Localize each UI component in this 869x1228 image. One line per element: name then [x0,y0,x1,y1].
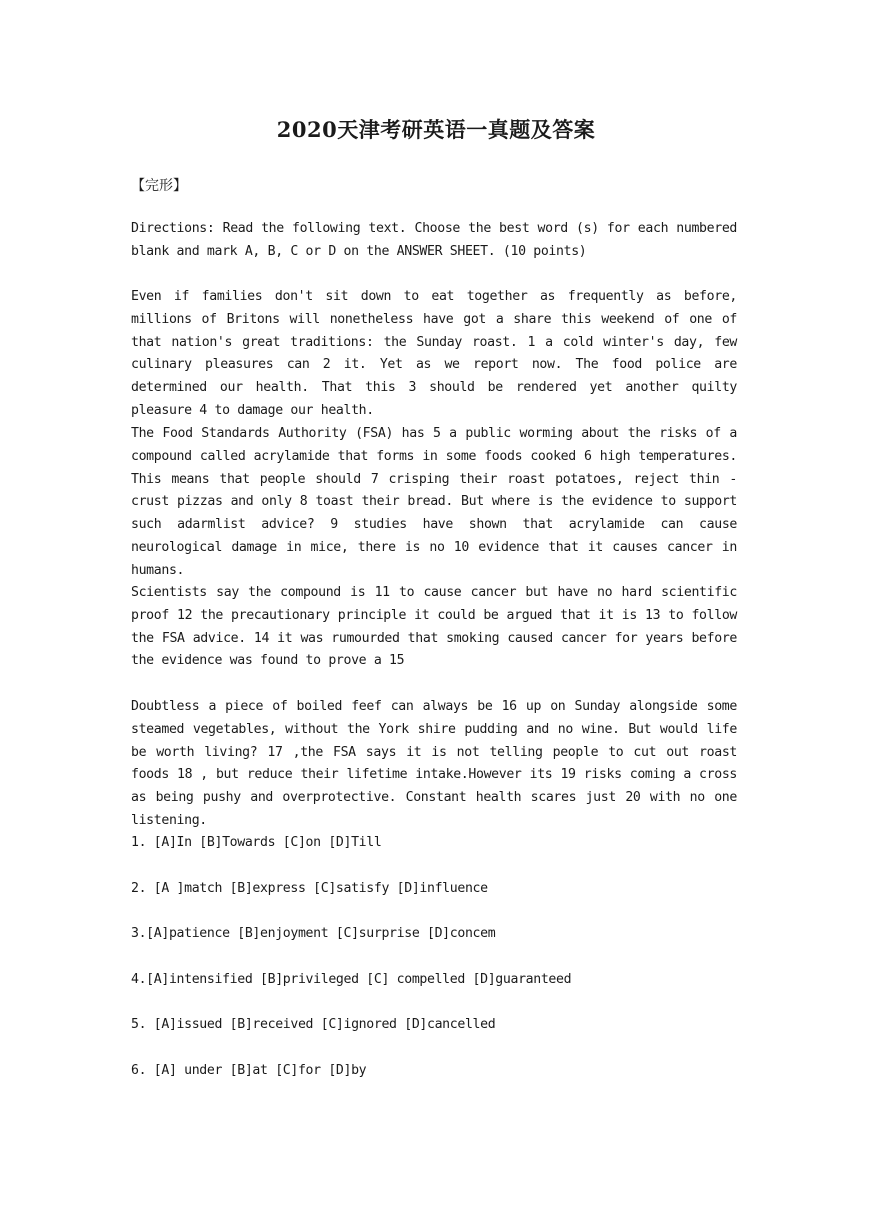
passage-paragraph-1: Even if families don't sit down to eat together as frequently as before, millions of Britons will nonetheless have got a share this weekend of one of that nation's great traditions: the Sunday roast. 1 a cold winter's day, few culinary pleasures can 2 it. Yet as we report now. The food police are determined our health. That this 3 should be rendered yet another quilty pleasure 4 to damage our health. [131,289,737,418]
question-option-1: 1. [A]In [B]Towards [C]on [D]Till [131,835,382,850]
question-option-6: 6. [A] under [B]at [C]for [D]by [131,1063,367,1078]
document-title: 2020天津考研英语一真题及答案 [276,117,596,142]
question-option-5: 5. [A]issued [B]received [C]ignored [D]cancelled [131,1017,496,1032]
question-option-2: 2. [A ]match [B]express [C]satisfy [D]influence [131,881,488,896]
section-label: 【完形】 [131,178,187,194]
directions-paragraph: Directions: Read the following text. Choose the best word (s) for each numbered blank and mark A, B, C or D on the ANSWER SHEET. (10 points) [131,221,737,259]
question-option-3: 3.[A]patience [B]enjoyment [C]surprise [D]concem [131,926,496,941]
question-option-4: 4.[A]intensified [B]privileged [C] compelled [D]guaranteed [131,972,572,987]
passage-paragraph-3: Scientists say the compound is 11 to cause cancer but have no hard scientific proof 12 the precautionary principle it could be argued that it is 13 to follow the FSA advice. 14 it was rumourded that smoking caused cancer for years before the evidence was found to prove a 15 [131,585,737,669]
passage-paragraph-4: Doubtless a piece of boiled feef can always be 16 up on Sunday alongside some steamed vegetables, without the York shire pudding and no wine. But would life be worth living? 17 ,the FSA says it is not telling people to cut out roast foods 18 , but reduce their lifetime intake.However its 19 risks coming a cross as being pushy and overprotective. Constant health scares just 20 with no one listening. [131,699,737,828]
passage-paragraph-2: The Food Standards Authority (FSA) has 5 a public worming about the risks of a compound called acrylamide that forms in some foods cooked 6 high temperatures. This means that people should 7 crisping their roast potatoes, reject thin -crust pizzas and only 8 toast their bread. But where is the evidence to support such adarmlist advice? 9 studies have shown that acrylamide can cause neurological damage in mice, there is no 10 evidence that it causes cancer in humans. [131,426,737,578]
